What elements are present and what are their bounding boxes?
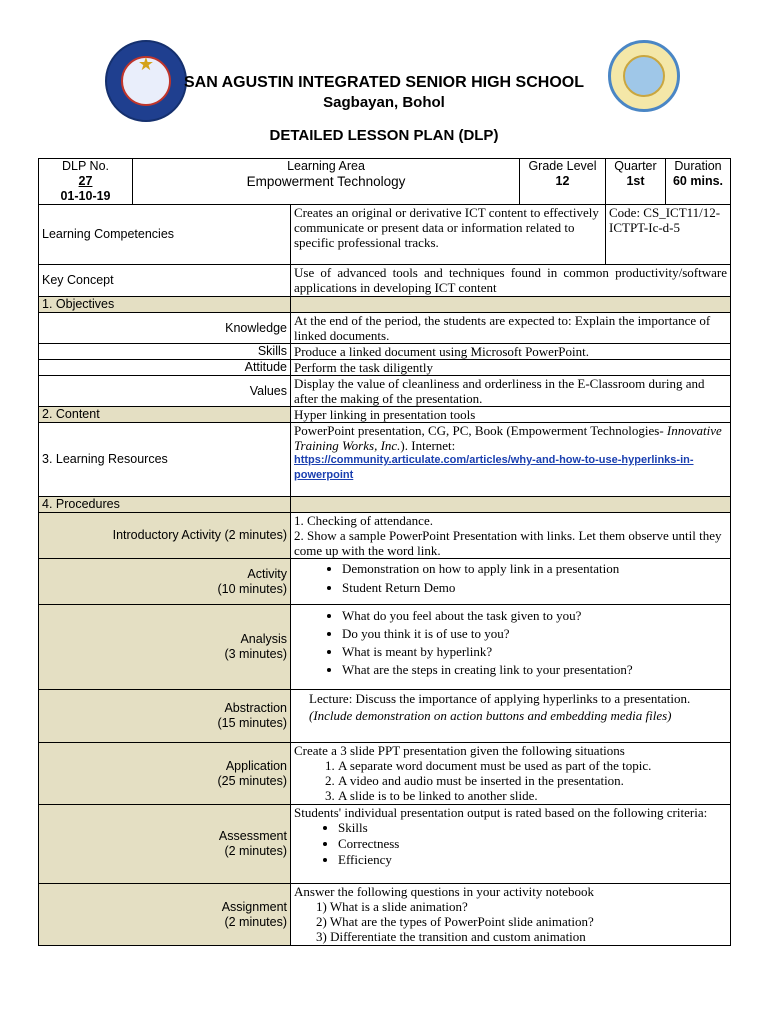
attitude-label: Attitude <box>39 360 291 376</box>
assessment-label: Assessment <box>218 829 287 843</box>
content-label: 2. Content <box>39 407 291 423</box>
assignment-time: (2 minutes) <box>224 914 287 929</box>
assessment-item: • Skills <box>338 820 727 836</box>
assignment-item: 2) What are the types of PowerPoint slide animation? <box>316 914 594 929</box>
analysis-item: • What do you feel about the task given to you? <box>342 607 727 625</box>
application-item: 1. A separate word document must be used as part of the topic. <box>338 758 727 773</box>
assignment-intro: Answer the following questions in your activity notebook <box>294 884 595 899</box>
analysis-item: • What is meant by hyperlink? <box>342 643 727 661</box>
application-item: 2. A video and audio must be inserted in the presentation. <box>338 773 727 788</box>
learning-area-label: Learning Area <box>287 159 365 173</box>
dlp-label: DLP No. <box>61 159 109 173</box>
assessment-intro: Students' individual presentation output is rated based on the following criteria: <box>294 805 708 820</box>
assessment-label-cell <box>39 805 291 884</box>
abstraction-text: Lecture: Discuss the importance of applying hyperlinks to a presentation. <box>309 691 691 706</box>
attitude-text: Perform the task diligently <box>291 360 731 376</box>
assignment-label: Assignment <box>221 899 287 914</box>
key-concept-label: Key Concept <box>39 265 291 297</box>
school-location: Sagbayan, Bohol <box>323 94 445 111</box>
objectives-header-row <box>39 297 731 313</box>
deped-seal-logo: ★ <box>105 40 187 122</box>
application-label-cell <box>39 743 291 805</box>
assignment-cell <box>291 884 731 946</box>
application-item: 3. A slide is to be linked to another slide. <box>338 788 727 803</box>
resources-label: 3. Learning Resources <box>39 423 291 497</box>
duration-cell <box>666 159 731 205</box>
skills-label: Skills <box>39 344 291 360</box>
application-time: (25 minutes) <box>217 773 287 788</box>
application-row <box>39 743 731 805</box>
procedures-header-row <box>39 497 731 513</box>
activity-row <box>39 559 731 605</box>
resources-text: PowerPoint presentation, CG, PC, Book (Empowerment Technologies- <box>294 423 664 438</box>
intro-label: Introductory Activity (2 minutes) <box>39 513 291 559</box>
objectives-header-blank <box>291 297 731 313</box>
competencies-code: Code: CS_ICT11/12-ICTPT-Ic-d-5 <box>606 205 731 265</box>
values-label: Values <box>39 376 291 407</box>
key-concept-row <box>39 265 731 297</box>
activity-item: • Student Return Demo <box>342 578 727 597</box>
competencies-label: Learning Competencies <box>39 205 291 265</box>
abstraction-label-cell <box>39 690 291 743</box>
knowledge-label: Knowledge <box>39 313 291 344</box>
intro-row <box>39 513 731 559</box>
analysis-row <box>39 605 731 690</box>
assessment-time: (2 minutes) <box>224 844 287 858</box>
learning-area-cell <box>133 159 520 205</box>
info-row <box>39 159 731 205</box>
analysis-label-cell <box>39 605 291 690</box>
content-row <box>39 407 731 423</box>
assessment-cell <box>291 805 731 884</box>
grade-level-value: 12 <box>555 174 570 188</box>
assignment-item: 3) Differentiate the transition and custom animation <box>316 929 586 944</box>
activity-item: • Demonstration on how to apply link in a presentation <box>342 559 727 578</box>
assessment-item: • Efficiency <box>338 852 727 868</box>
quarter-label: Quarter <box>614 159 657 173</box>
application-cell <box>291 743 731 805</box>
document-title: DETAILED LESSON PLAN (DLP) <box>269 127 499 144</box>
quarter-cell <box>606 159 666 205</box>
resources-tail: ). Internet: <box>400 438 456 453</box>
grade-level-label: Grade Level <box>528 159 597 173</box>
resource-link[interactable]: https://community.articulate.com/articles/why-and-how-to-use-hyperlinks-in-powerpoint <box>294 454 694 481</box>
abstraction-italic: (Include demonstration on action buttons and embedding media files) <box>309 708 672 723</box>
resources-row <box>39 423 731 497</box>
knowledge-text: At the end of the period, the students are expected to: Explain the importance of linked documents. <box>291 313 731 344</box>
activity-cell <box>291 559 731 605</box>
values-text: Display the value of cleanliness and orderliness in the E-Classroom during and after the making of the presentation. <box>291 376 731 407</box>
assignment-row <box>39 884 731 946</box>
skills-row <box>39 344 731 360</box>
values-row <box>39 376 731 407</box>
competencies-text: Creates an original or derivative ICT content to effectively communicate or present data or information related to specific professional tracks. <box>291 205 606 265</box>
dlp-date: 01-10-19 <box>60 189 111 203</box>
analysis-cell <box>291 605 731 690</box>
assessment-item: • Correctness <box>338 836 727 852</box>
duration-value: 60 mins. <box>672 174 724 188</box>
dlp-cell <box>39 159 133 205</box>
assignment-item: 1) What is a slide animation? <box>316 899 468 914</box>
activity-label: Activity <box>247 566 287 581</box>
procedures-label: 4. Procedures <box>39 497 291 513</box>
activity-time: (10 minutes) <box>217 581 287 596</box>
abstraction-label: Abstraction <box>224 701 287 715</box>
analysis-label: Analysis <box>240 632 287 646</box>
knowledge-row <box>39 313 731 344</box>
quarter-value: 1st <box>626 174 645 188</box>
content-text: Hyper linking in presentation tools <box>291 407 731 423</box>
abstraction-row <box>39 690 731 743</box>
intro-step-1: 1. Checking of attendance. <box>294 513 433 528</box>
abstraction-cell <box>291 690 731 743</box>
school-name: SAN AGUSTIN INTEGRATED SENIOR HIGH SCHOOL <box>183 74 584 91</box>
analysis-item: • What are the steps in creating link to your presentation? <box>342 661 727 679</box>
attitude-row <box>39 360 731 376</box>
abstraction-time: (15 minutes) <box>217 716 287 730</box>
analysis-item: • Do you think it is of use to you? <box>342 625 727 643</box>
procedures-header-blank <box>291 497 731 513</box>
key-concept-text: Use of advanced tools and techniques found in common productivity/software applications in developing ICT content <box>291 265 731 297</box>
activity-label-cell <box>39 559 291 605</box>
resources-book: Innovative Training Works, Inc. <box>294 423 722 453</box>
lesson-plan-table <box>38 158 731 946</box>
assessment-row <box>39 805 731 884</box>
application-intro: Create a 3 slide PPT presentation given the following situations <box>294 743 625 758</box>
dlp-number: 27 <box>78 174 93 188</box>
intro-step-2: 2. Show a sample PowerPoint Presentation with links. Let them observe until they come up with the word link. <box>294 528 722 558</box>
assignment-label-cell <box>39 884 291 946</box>
grade-level-cell <box>520 159 606 205</box>
skills-text: Produce a linked document using Microsoft PowerPoint. <box>291 344 731 360</box>
resources-cell <box>291 423 731 497</box>
intro-cell <box>291 513 731 559</box>
objectives-label: 1. Objectives <box>39 297 291 313</box>
learning-area-value: Empowerment Technology <box>246 174 406 189</box>
duration-label: Duration <box>674 159 722 173</box>
analysis-time: (3 minutes) <box>224 647 287 661</box>
competencies-row <box>39 205 731 265</box>
application-label: Application <box>225 758 287 773</box>
